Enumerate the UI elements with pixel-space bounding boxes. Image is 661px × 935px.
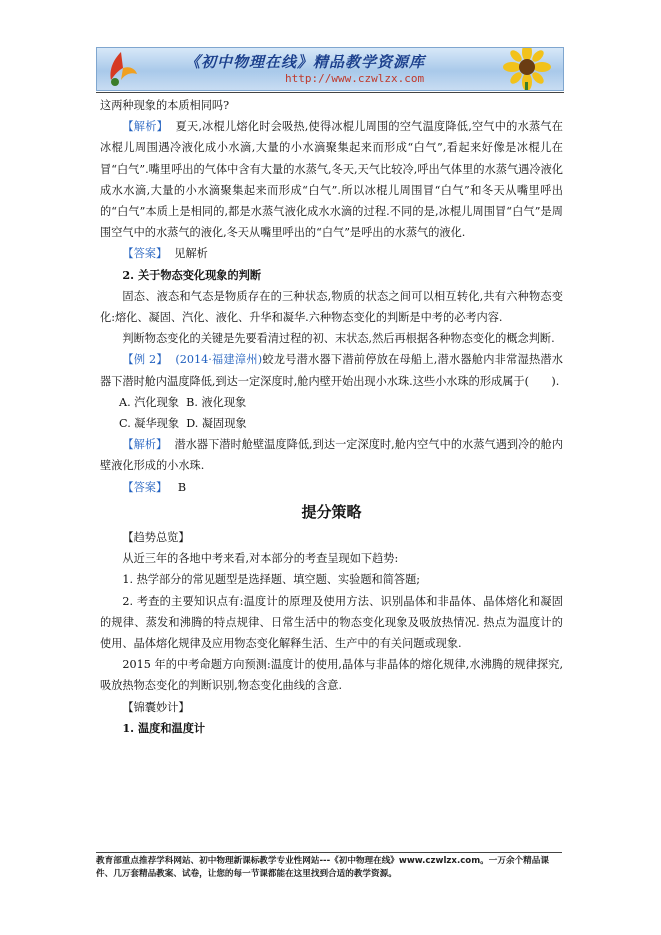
header-banner bbox=[96, 47, 564, 91]
answer-paragraph bbox=[100, 243, 563, 264]
example-source: (2014·福建漳州) bbox=[175, 353, 263, 367]
option-a: A. 汽化现象 bbox=[119, 395, 179, 409]
option-d: D. 凝固现象 bbox=[186, 417, 247, 431]
option-b: B. 液化现象 bbox=[186, 395, 247, 409]
answer-paragraph bbox=[100, 477, 563, 498]
paragraph: 1. 热学部分的常见题型是选择题、填空题、实验题和简答题; bbox=[122, 573, 421, 587]
header-url[interactable]: http://www.czwlzx.com bbox=[285, 72, 425, 85]
paragraph: 固态、液态和气态是物质存在的三种状态,物质的状态之间可以相互转化,共有六种物态变化:熔化、凝固、汽化、液化、升华和凝华.六种物态变化的判断是中考的必考内容. bbox=[100, 289, 563, 325]
analysis-tag: 【解析】 bbox=[122, 438, 168, 452]
paragraph: 这两种现象的本质相同吗? bbox=[100, 99, 230, 112]
options-row bbox=[100, 413, 563, 434]
header-title: 《初中物理在线》精品教学资源库 bbox=[185, 53, 426, 71]
analysis-tag: 【解析】 bbox=[122, 120, 169, 134]
section-label: 【趋势总览】 bbox=[122, 531, 190, 545]
paragraph: 从近三年的各地中考来看,对本部分的考查呈现如下趋势: bbox=[122, 552, 399, 566]
logo-icon bbox=[101, 50, 141, 88]
paragraph: 判断物态变化的关键是先要看清过程的初、末状态,然后再根据各种物态变化的概念判断. bbox=[122, 332, 555, 346]
analysis-paragraph bbox=[100, 434, 563, 476]
answer-text: B bbox=[177, 480, 187, 494]
analysis-text: 夏天,冰棍儿熔化时会吸热,使得冰棍儿周围的空气温度降低,空气中的水蒸气在冰棍儿周围遇冷液化成小水滴,大量的小水滴聚集起来而形成“白气”,看起来好像是冰棍儿在冒“白气”.嘴里呼出的气体中含有大量的水蒸气,冬天,天气比较冷,呼出气体里的水蒸气遇冷液化成水水滴,大量的小水滴聚集起来而形成“白气”.所以冰棍儿周围冒“白气”和冬天从嘴里呼出的“白气”本质上是相同的,都是水蒸气液化成水水滴的过程.不同的是,冰棍儿周围冒“白气”是周围空气中的水蒸气的液化,冬天从嘴里呼出的“白气”是呼出的水蒸气的液化. bbox=[100, 120, 563, 240]
answer-text: 见解析 bbox=[174, 247, 208, 261]
analysis-paragraph bbox=[100, 116, 563, 243]
options-row bbox=[100, 392, 563, 413]
footer-note: 教育部重点推荐学科网站、初中物理新课标教学专业性网站---《初中物理在线》www.czwlzx.com。一万余个精品课件、几万套精品教案、试卷，让您的每一节课都能在这里找到合适的教学资源。 bbox=[96, 852, 562, 881]
answer-tag: 【答案】 bbox=[122, 247, 168, 261]
paragraph: 2. 考查的主要知识点有:温度计的原理及使用方法、识别晶体和非晶体、晶体熔化和凝固的规律、蒸发和沸腾的特点规律、日常生活中的物态变化现象及吸放热情况. 热点为温度计的使用、晶体熔化规律及应用物态变化解释生活、生产中的有关问题或现象. bbox=[100, 594, 563, 651]
subheading: 1. 温度和温度计 bbox=[122, 720, 206, 735]
answer-tag: 【答案】 bbox=[122, 480, 168, 494]
sunflower-icon bbox=[487, 47, 557, 91]
option-c: C. 凝华现象 bbox=[119, 417, 180, 431]
example-paragraph bbox=[100, 349, 563, 391]
section-label: 【锦囊妙计】 bbox=[122, 700, 190, 714]
example-text: 蛟龙号潜水器下潜前停放在母船上,潜水器舱内非常湿热潜水器下潜时舱内温度降低,到达一定深度时,舱内壁开始出现小水珠.这些小水珠的形成属于( ). bbox=[100, 353, 563, 388]
section-title: 提分策略 bbox=[301, 502, 362, 521]
analysis-text: 潜水器下潜时舱壁温度降低,到达一定深度时,舱内空气中的水蒸气遇到冷的舱内壁液化形成的小水珠. bbox=[100, 438, 563, 473]
paragraph: 2015 年的中考命题方向预测:温度计的使用,晶体与非晶体的熔化规律,水沸腾的规律探究,吸放热物态变化的判断识别,物态变化曲线的含意. bbox=[100, 658, 563, 693]
header-rule bbox=[96, 92, 564, 93]
example-tag: 【例 2】 bbox=[122, 353, 168, 367]
subheading: 2. 关于物态变化现象的判断 bbox=[122, 267, 262, 282]
document-body bbox=[100, 95, 563, 739]
